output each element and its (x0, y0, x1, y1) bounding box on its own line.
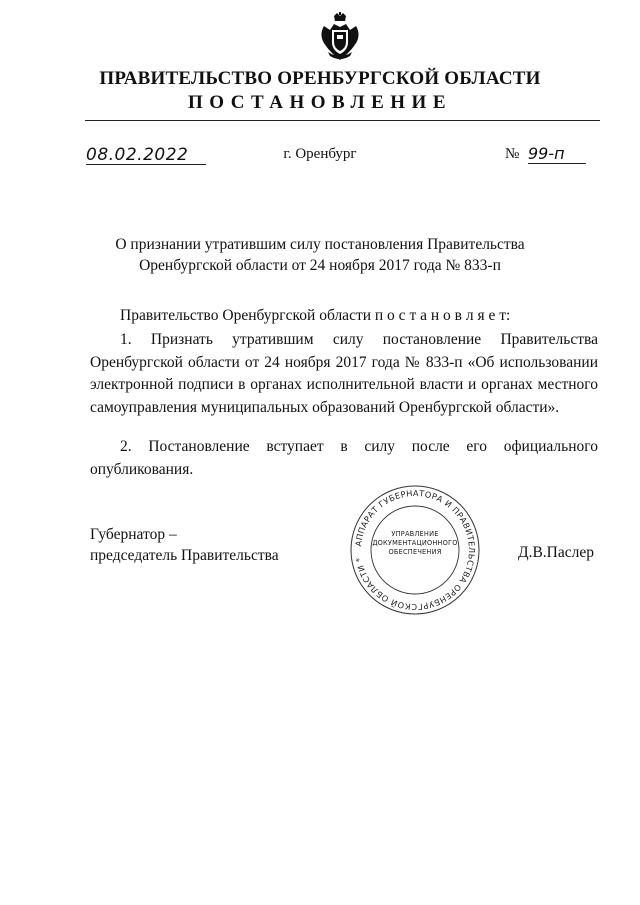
stamp-ring-text: АППАРАТ ГУБЕРНАТОРА И ПРАВИТЕЛЬСТВА ОРЕНБУРГСКОЙ ОБЛАСТИ * (353, 487, 478, 613)
document-subject (0, 234, 640, 276)
stamp-center-line: ОБЕСПЕЧЕНИЯ (388, 548, 442, 556)
signatory-position (90, 524, 279, 566)
document-date: 08.02.2022 (86, 146, 206, 165)
document-type-heading: ПОСТАНОВЛЕНИЕ (187, 92, 453, 113)
preamble-verb: п о с т а н о в л я е т: (374, 307, 511, 324)
resolution-item-2: 2. Постановление вступает в силу после его официального опубликования. (90, 438, 598, 478)
preamble (90, 305, 598, 328)
header-divider (85, 120, 600, 121)
preamble-text: Правительство Оренбургской области (120, 307, 375, 324)
resolution-item-1: 1. Признать утратившим силу постановление Правительства Оренбургской области от 24 ноября 2017 года № 833-п «Об использовании электронной подписи в органах исполнительной власти и органах местного самоуправления муниципальных образований Оренбургской области». (90, 331, 598, 416)
document-number: 99-п (528, 145, 586, 164)
stamp-center-line: УПРАВЛЕНИЕ (391, 530, 439, 538)
subject-line: Оренбургской области от 24 ноября 2017 года № 833-п (139, 257, 501, 274)
coat-of-arms-icon (318, 12, 362, 62)
document-city: г. Оренбург (283, 146, 357, 162)
signatory-position-line: председатель Правительства (90, 547, 279, 564)
stamp-center-text (347, 530, 483, 557)
stamp-center-line: ДОКУМЕНТАЦИОННОГО (372, 539, 458, 547)
subject-line: О признании утратившим силу постановления Правительства (115, 236, 525, 253)
document-number-label: № (505, 146, 520, 162)
signatory-position-line: Губернатор – (90, 526, 177, 543)
signatory-name: Д.В.Паслер (518, 544, 594, 561)
organization-title: ПРАВИТЕЛЬСТВО ОРЕНБУРГСКОЙ ОБЛАСТИ (99, 68, 541, 89)
